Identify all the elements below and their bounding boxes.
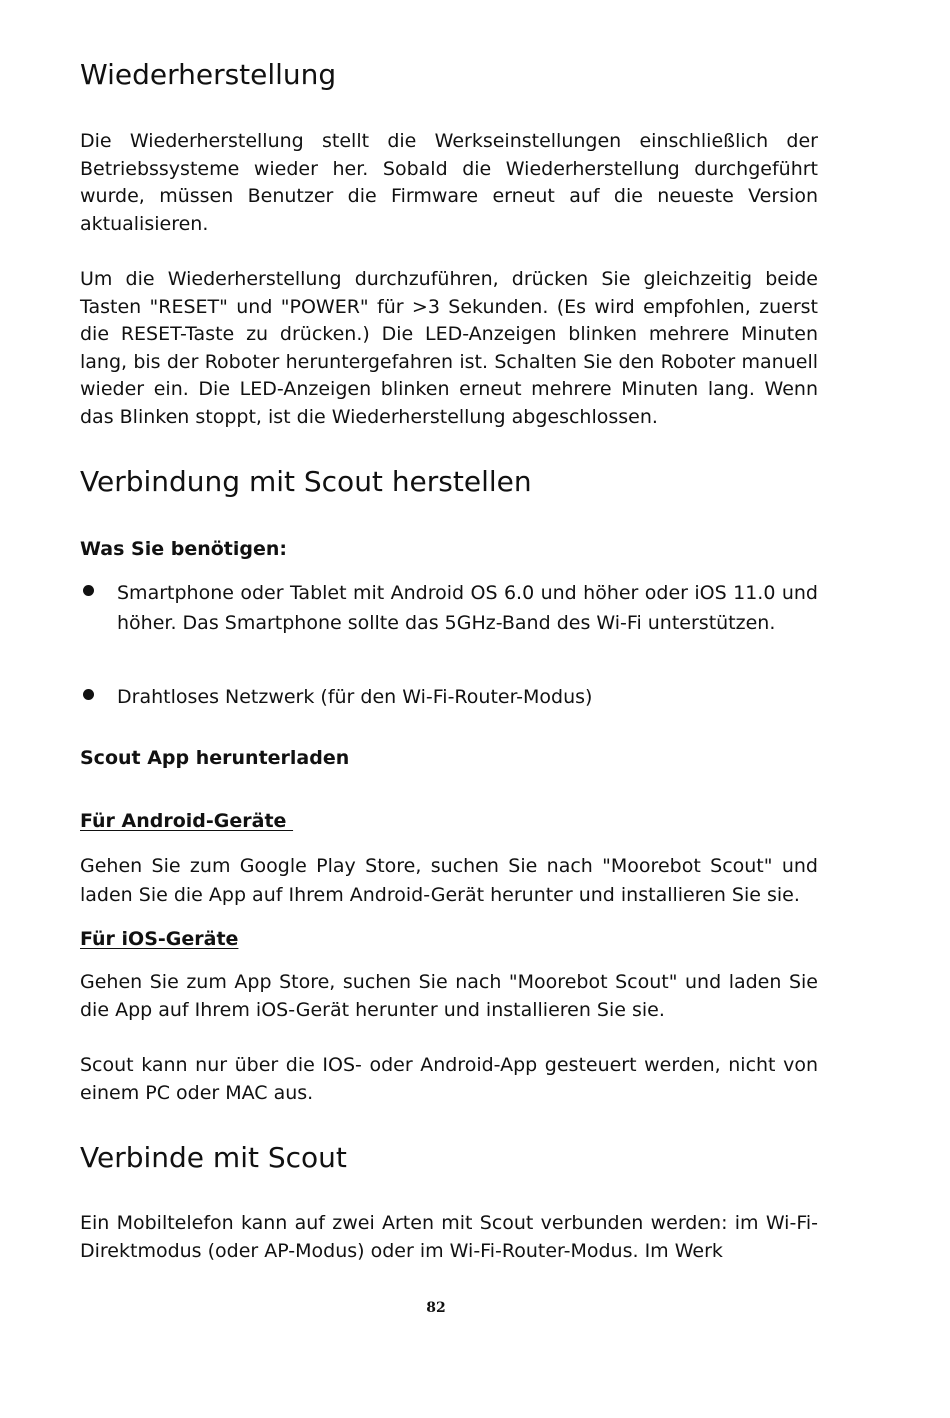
app-note-paragraph: Scout kann nur über die IOS- oder Android-App gesteuert werden, nicht von einem PC oder MAC aus. <box>80 1054 818 1104</box>
page-number: 82 <box>426 1300 446 1316</box>
android-title: Für Android-Geräte <box>80 810 294 832</box>
list-item <box>80 578 818 638</box>
requirements-title: Was Sie benötigen: <box>80 538 287 560</box>
download-title: Scout App herunterladen <box>80 747 350 769</box>
list-item-text: Drahtloses Netzwerk (für den Wi-Fi-Router-Modus) <box>117 686 593 708</box>
ios-title: Für iOS-Geräte <box>80 928 239 950</box>
bullet-icon <box>83 585 94 596</box>
android-paragraph: Gehen Sie zum Google Play Store, suchen Sie nach "Moorebot Scout" und laden Sie die App auf Ihrem Android-Gerät herunter und installieren Sie sie. <box>80 855 818 906</box>
list-item-text: Smartphone oder Tablet mit Android OS 6.0 und höher oder iOS 11.0 und höher. Das Smartphone sollte das 5GHz-Band des Wi-Fi unterstützen. <box>117 582 818 634</box>
section-heading-connect-setup: Verbindung mit Scout herstellen <box>80 465 532 498</box>
list-item <box>80 682 818 712</box>
bullet-icon <box>83 689 94 700</box>
restore-paragraph-2: Um die Wiederherstellung durchzuführen, drücken Sie gleichzeitig beide Tasten "RESET" und "POWER" für >3 Sekunden. (Es wird empfohlen, zuerst die RESET-Taste zu drücken.) Die LED-Anzeigen blinken mehrere Minuten lang, bis der Roboter heruntergefahren ist. Schalten Sie den Roboter manuell wieder ein. Die LED-Anzeigen blinken erneut mehrere Minuten lang. Wenn das Blinken stoppt, ist die Wiederherstellung abgeschlossen. <box>80 268 818 428</box>
connect-paragraph: Ein Mobiltelefon kann auf zwei Arten mit Scout verbunden werden: im Wi-Fi-Direktmodus (oder AP-Modus) oder im Wi-Fi-Router-Modus. Im Werk <box>80 1212 818 1262</box>
ios-paragraph: Gehen Sie zum App Store, suchen Sie nach "Moorebot Scout" und laden Sie die App auf Ihrem iOS-Gerät herunter und installieren Sie sie. <box>80 971 818 1021</box>
section-heading-connect: Verbinde mit Scout <box>80 1141 347 1174</box>
section-heading-restore: Wiederherstellung <box>80 58 337 91</box>
restore-paragraph-1: Die Wiederherstellung stellt die Werkseinstellungen einschließlich der Betriebssysteme wieder her. Sobald die Wiederherstellung durchgeführt wurde, müssen Benutzer die Firmware erneut auf die neueste Version aktualisieren. <box>80 130 818 235</box>
